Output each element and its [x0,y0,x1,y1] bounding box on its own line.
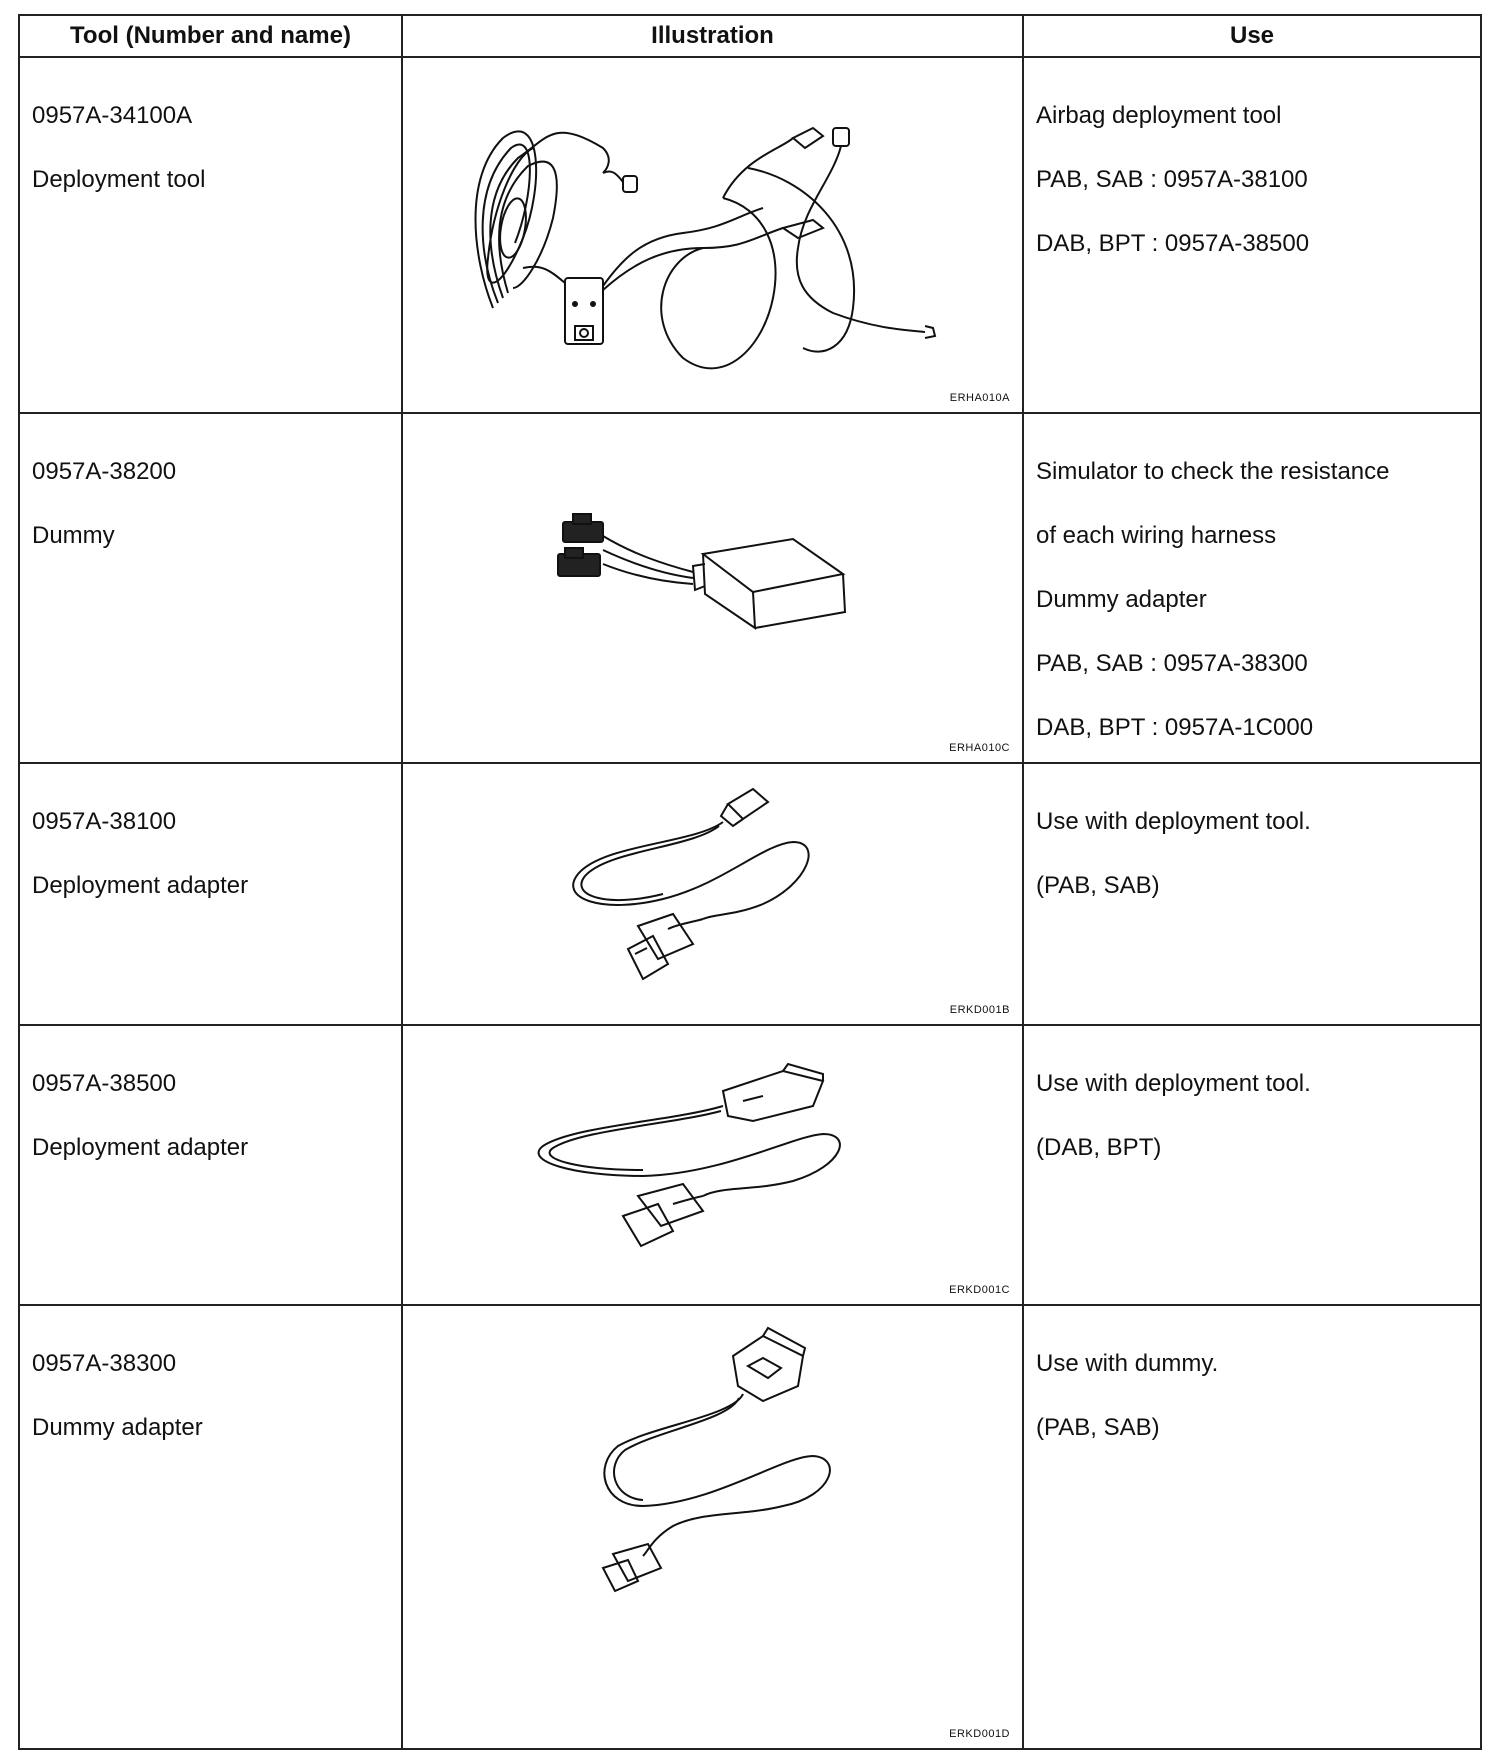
table-row [18,58,1482,414]
header-illustration: Illustration [403,16,1024,56]
use-line: Use with deployment tool. [1036,1070,1311,1097]
tool-name: Deployment adapter [32,872,249,899]
tool-name: Dummy adapter [32,1414,203,1441]
figure-code: ERHA010C [949,742,1010,754]
illustration-cell [403,1306,1024,1748]
tool-name: Deployment tool [32,166,206,193]
illustration-cell [403,764,1024,1024]
header-use: Use [1229,22,1275,49]
header-tool: Tool (Number and name) [20,16,403,56]
use-line: (PAB, SAB) [1036,1414,1160,1441]
use-line: PAB, SAB : 0957A-38100 [1036,166,1308,193]
dummy-adapter-illustration [403,1306,1022,1748]
illustration-cell [403,1026,1024,1304]
dummy-illustration [403,414,1022,762]
use-line: (PAB, SAB) [1036,872,1160,899]
illustration-cell [403,58,1024,412]
use-line: DAB, BPT : 0957A-38500 [1036,230,1310,257]
deployment-tool-illustration [403,58,1022,412]
use-line: Airbag deployment tool [1036,102,1282,129]
use-line: PAB, SAB : 0957A-38300 [1036,650,1308,677]
use-line: (DAB, BPT) [1036,1134,1162,1161]
tool-number: 0957A-34100A [32,102,193,129]
use-line: DAB, BPT : 0957A-1C000 [1036,714,1314,741]
table-header [18,14,1482,58]
tool-name: Deployment adapter [32,1134,249,1161]
tool-number: 0957A-38100 [32,808,177,835]
tool-number: 0957A-38300 [32,1350,177,1377]
use-line: Use with dummy. [1036,1350,1219,1377]
table-row [18,1026,1482,1306]
figure-code: ERKD001B [949,1004,1010,1016]
illustration-cell [403,414,1024,762]
special-tools-table [18,14,1482,1750]
tool-number: 0957A-38500 [32,1070,177,1097]
tool-number: 0957A-38200 [32,458,177,485]
tool-name: Dummy [32,522,115,549]
deployment-adapter-illustration [403,1026,1022,1304]
figure-code: ERKD001C [949,1284,1010,1296]
use-line: Use with deployment tool. [1036,808,1311,835]
figure-code: ERHA010A [949,392,1010,404]
deployment-adapter-illustration [403,764,1022,1024]
use-line: Dummy adapter [1036,586,1207,613]
table-row [18,1306,1482,1750]
use-line: of each wiring harness [1036,522,1277,549]
figure-code: ERKD001D [949,1728,1010,1740]
table-row [18,764,1482,1026]
table-row [18,414,1482,764]
use-line: Simulator to check the resistance [1036,458,1390,485]
